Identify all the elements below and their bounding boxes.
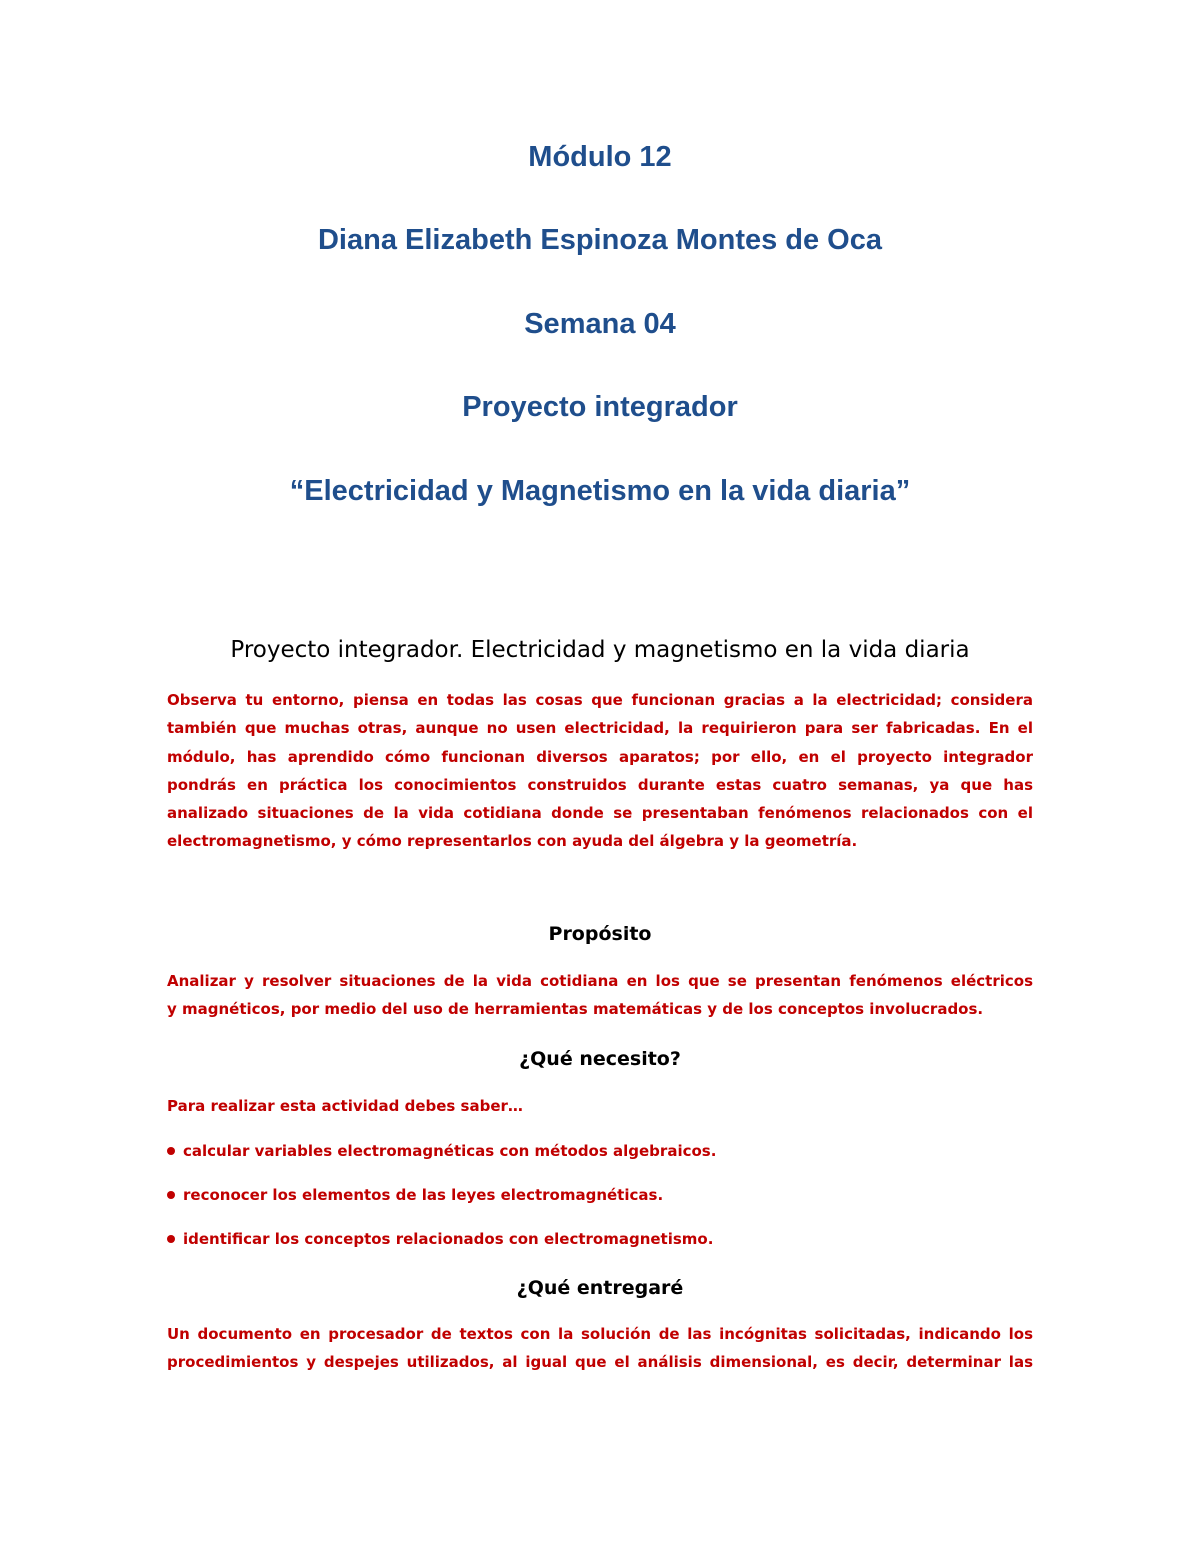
- needs-item-text: calcular variables electromagnéticas con métodos algebraicos.: [183, 1142, 717, 1160]
- week-label: Semana 04: [524, 308, 676, 340]
- deliver-line: Un documento en procesador de textos con la solución de las incógnitas solicitadas, indicando los: [167, 1325, 1033, 1343]
- intro-paragraph: [167, 686, 1033, 856]
- author-name: Diana Elizabeth Espinoza Montes de Oca: [317, 224, 882, 256]
- needs-list-item: [167, 1184, 663, 1206]
- module-title: Módulo 12: [528, 141, 672, 173]
- intro-line: módulo, has aprendido cómo funcionan diversos aparatos; por ello, en el proyecto integrador: [167, 747, 1033, 766]
- needs-list-item: [167, 1140, 716, 1162]
- needs-item-text: identificar los conceptos relacionados con electromagnetismo.: [183, 1230, 714, 1248]
- bullet-icon: [167, 1147, 175, 1155]
- needs-list-item: [167, 1228, 713, 1250]
- needs-item-text: reconocer los elementos de las leyes electromagnéticas.: [183, 1186, 664, 1204]
- intro-line: Observa tu entorno, piensa en todas las cosas que funcionan gracias a la electricidad; considera: [167, 691, 1033, 709]
- project-label: Proyecto integrador: [462, 391, 738, 423]
- deliver-line: procedimientos y despejes utilizados, al igual que el análisis dimensional, es decir, determinar las: [167, 1353, 1033, 1372]
- needs-heading: ¿Qué necesito?: [519, 1048, 681, 1070]
- bullet-icon: [167, 1235, 175, 1243]
- purpose-line: y magnéticos, por medio del uso de herramientas matemáticas y de los conceptos involucrados.: [167, 1000, 984, 1019]
- project-title: “Electricidad y Magnetismo en la vida diaria”: [289, 475, 911, 507]
- intro-line: electromagnetismo, y cómo representarlos con ayuda del álgebra y la geometría.: [167, 832, 858, 851]
- purpose-line: Analizar y resolver situaciones de la vida cotidiana en los que se presentan fenómenos eléctricos: [167, 972, 1033, 990]
- needs-intro: Para realizar esta actividad debes saber…: [167, 1097, 523, 1115]
- purpose-paragraph: [167, 967, 1033, 1024]
- intro-line: pondrás en práctica los conocimientos construidos durante estas cuatro semanas, ya que has: [167, 775, 1033, 794]
- intro-line: analizado situaciones de la vida cotidiana donde se presentaban fenómenos relacionados con el: [167, 804, 1033, 823]
- intro-line: también que muchas otras, aunque no usen electricidad, la requirieron para ser fabricadas. En el: [167, 719, 1033, 738]
- deliver-heading: ¿Qué entregaré: [516, 1277, 684, 1299]
- purpose-heading: Propósito: [548, 923, 652, 945]
- deliver-paragraph: [167, 1320, 1033, 1377]
- main-heading: Proyecto integrador. Electricidad y magnetismo en la vida diaria: [230, 637, 970, 663]
- bullet-icon: [167, 1191, 175, 1199]
